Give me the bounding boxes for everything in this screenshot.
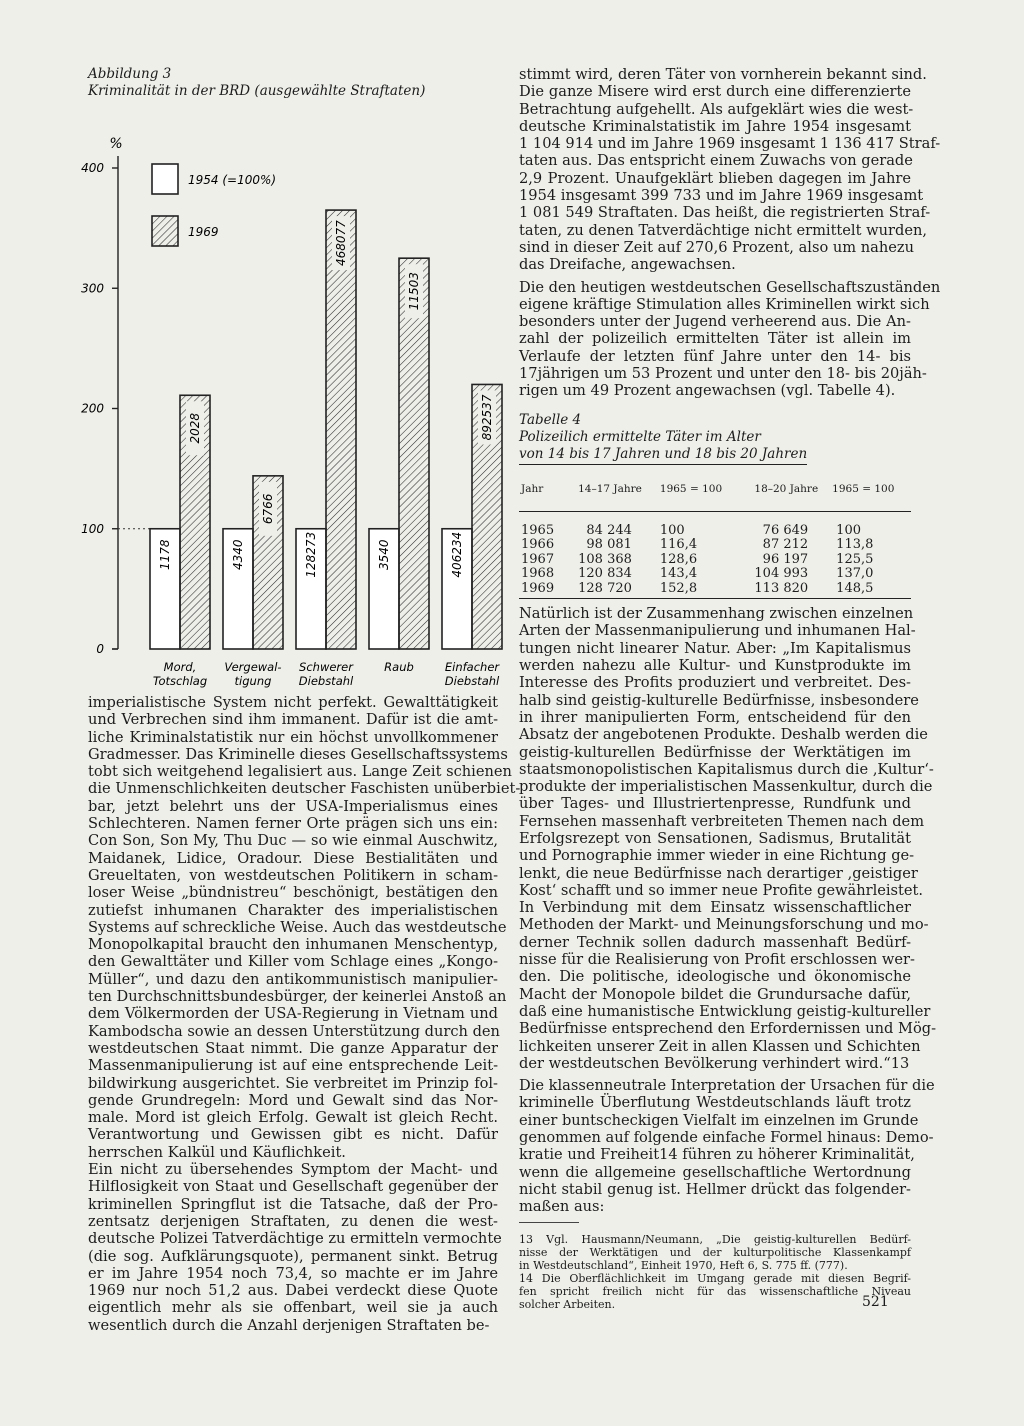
text-line: 1969 nur noch 51,2 aus. Dabei verdeckt diese Quote <box>88 1282 498 1300</box>
paragraph <box>88 1161 502 1334</box>
text-line: Natürlich ist der Zusammenhang zwischen einzelnen <box>519 605 914 623</box>
left-column <box>81 66 521 1334</box>
table-cell: 113,8 <box>836 537 874 553</box>
table-cell: 137,0 <box>836 566 874 582</box>
text-line: den. Die politische, ideologische und ökonomische <box>519 968 911 986</box>
table-caption <box>519 412 911 465</box>
text-line: Die klassenneutrale Interpretation der Ursachen für die <box>519 1077 935 1095</box>
text-line: 1 081 549 Straftaten. Das heißt, die registrierten Straf- <box>519 204 931 222</box>
text-line: imperialistische System nicht perfekt. Gewalttätigkeit <box>88 694 498 711</box>
bar-label-1954: 128273 <box>304 531 318 578</box>
text-line: und Verbrechen sind ihm immanent. Dafür ist die amt- <box>88 711 498 729</box>
y-tick-label: 200 <box>81 401 104 416</box>
text-line: Die ganze Misere wird erst durch eine differenzierte <box>519 83 911 101</box>
text-line: die Unmenschlichkeiten deutscher Faschisten unüberbiet- <box>88 780 521 798</box>
table-cell: 1967 <box>521 551 555 567</box>
text-line: taten, zu denen Tatverdächtige nicht ermittelt wurden, <box>519 221 927 239</box>
text-line: er im Jahre 1954 noch 73,4, so machte er im Jahre <box>88 1264 498 1282</box>
text-line: taten aus. Das entspricht einem Zuwachs von gerade <box>519 152 913 170</box>
text-line: geistig-kulturellen Bedürfnisse der Werktätigen im <box>519 743 911 761</box>
category-label: Diebstahl <box>444 674 500 688</box>
table-cell: 96 197 <box>762 551 809 567</box>
bar-label-1969: 468077 <box>334 220 348 266</box>
bar-label-1969: 2028 <box>188 412 202 444</box>
right-body-text-bottom <box>519 605 936 1216</box>
table-row <box>519 567 911 582</box>
table-title-line-1: Polizeilich ermittelte Täter im Alter <box>519 428 761 445</box>
table-cell: 104 993 <box>754 566 809 582</box>
legend-swatch-1969 <box>152 216 178 246</box>
text-line: Con Son, Son My, Thu Duc — so wie einmal Auschwitz, <box>88 832 498 850</box>
bar-1969 <box>326 210 356 649</box>
text-line: Greueltaten, von westdeutschen Politikern in scham- <box>88 866 498 884</box>
bar-label-1969: 11503 <box>407 272 421 311</box>
bar-label-1954: 4340 <box>231 539 245 571</box>
bar-label-1969: 892537 <box>480 394 494 441</box>
text-line: Maidanek, Lidice, Oradour. Diese Bestialitäten und <box>88 849 498 867</box>
text-line: bar, jetzt belehrt uns der USA-Imperialismus eines <box>88 797 498 815</box>
legend-label-1969: 1969 <box>188 225 219 239</box>
text-line: (die sog. Aufklärungsquote), permanent sinkt. Betrug <box>88 1247 498 1265</box>
text-line: produkte der imperialistischen Massenkultur, durch die <box>519 778 933 796</box>
text-line: lenkt, die neue Bedürfnisse nach derartiger ‚geistiger <box>519 864 918 882</box>
text-line: wenn die allgemeine gesellschaftliche Wertordnung <box>519 1163 911 1181</box>
y-tick-label: 300 <box>81 281 104 296</box>
text-line: derner Technik sollen dadurch massenhaft Bedürf- <box>519 933 911 951</box>
table-cell: 1969 <box>519 582 563 599</box>
paragraph <box>519 278 941 400</box>
text-line: deutsche Polizei Tatverdächtige zu ermitteln vermochte <box>88 1230 502 1248</box>
text-line: in ihrer manipulierten Form, entscheidend für den <box>519 708 911 726</box>
table-title-line-2: von 14 bis 17 Jahren und 18 bis 20 Jahren <box>519 446 807 465</box>
text-line: Massenmanipulierung ist auf eine entsprechende Leit- <box>88 1057 498 1075</box>
category-label: Vergewal- <box>224 660 282 674</box>
paragraph <box>519 1233 911 1272</box>
text-line: Fernsehen massenhaft verbreiteten Themen nach dem <box>519 812 925 830</box>
table-cell: 128 720 <box>563 582 644 599</box>
table-cell: 152,8 <box>644 582 740 599</box>
table-cell: 1965 <box>521 522 555 538</box>
category-label: Mord, <box>163 660 197 674</box>
chart-svg <box>81 104 500 694</box>
header-age-18-20: 18–20 Jahre <box>739 469 820 512</box>
text-line: besonders unter der Jugend verheerend aus. Die An- <box>519 313 911 331</box>
offenders-table <box>519 469 911 600</box>
text-line: Die den heutigen westdeutschen Gesellschaftszuständen <box>519 278 941 296</box>
text-line: halb sind geistig-kulturelle Bedürfnisse, insbesondere <box>519 691 919 709</box>
y-tick-label: 100 <box>81 521 104 536</box>
table-cell: 100 <box>836 522 861 538</box>
right-column <box>519 66 941 1311</box>
text-line: 14 Die Oberflächlichkeit im Umgang gerade mit diesen Begrif- <box>519 1271 911 1285</box>
footnote-divider <box>519 1222 579 1223</box>
text-line: Erfolgsrezept von Sensationen, Sadismus, Brutalität <box>519 830 911 847</box>
paragraph <box>519 66 941 274</box>
text-line: kriminellen Springflut ist die Tatsache, daß der Pro- <box>88 1195 498 1213</box>
text-line: zahl der polizeilich ermittelten Täter ist allein im <box>519 330 911 348</box>
bar-label-1954: 3540 <box>377 539 391 571</box>
text-line: Interesse des Profits produziert und verbreitet. Des- <box>519 674 911 692</box>
bar-label-1954: 406234 <box>450 531 464 578</box>
text-line: Methoden der Markt- und Meinungsforschung und mo- <box>519 916 929 934</box>
text-line: 17jährigen um 53 Prozent und unter den 18- bis 20jäh- <box>519 365 927 383</box>
category-label: tigung <box>234 674 272 688</box>
text-line: werden nahezu alle Kultur- und Kunstprodukte im <box>519 657 911 675</box>
text-line: Arten der Massenmanipulierung und inhumanen Hal- <box>519 622 916 640</box>
table-cell: 76 649 <box>762 522 809 538</box>
text-line: Verantwortung und Gewissen gibt es nicht. Dafür <box>88 1126 498 1144</box>
text-line: nisse der Werktätigen und der kulturpolitische Klassenkampf <box>519 1245 911 1259</box>
table-cell: 100 <box>659 522 685 538</box>
table-body <box>519 511 911 599</box>
table-cell: 108 368 <box>578 551 632 567</box>
text-line: westdeutschen Staat nimmt. Die ganze Apparatur der <box>88 1039 498 1057</box>
text-line: Kambodscha sowie an dessen Unterstützung durch den <box>88 1022 500 1040</box>
table-cell: 87 212 <box>762 537 809 553</box>
text-line: maßen aus: <box>519 1198 605 1216</box>
text-line: Ein nicht zu übersehendes Symptom der Macht- und <box>88 1161 498 1179</box>
text-line: tungen nicht linearer Natur. Aber: „Im Kapitalismus <box>519 639 911 657</box>
table-label: Tabelle 4 <box>519 411 582 428</box>
text-line: staatsmonopolistischen Kapitalismus durch die ‚Kultur‘- <box>519 760 934 778</box>
text-line: eigene kräftige Stimulation alles Kriminellen wirkt sich <box>519 295 930 313</box>
text-line: Absatz der angebotenen Produkte. Deshalb werden die <box>519 726 928 744</box>
bar-label-1954: 1178 <box>158 539 172 571</box>
text-line: und Pornographie immer wieder in eine Richtung ge- <box>519 847 915 865</box>
text-line: nisse für die Realisierung von Profit erschlossen wer- <box>519 951 915 969</box>
text-line: male. Mord ist gleich Erfolg. Gewalt ist gleich Recht. <box>88 1109 498 1127</box>
table-row <box>519 582 911 599</box>
table-cell: 113 820 <box>739 582 820 599</box>
table-cell: 148,5 <box>820 582 911 599</box>
text-line: Betrachtung aufgehellt. Als aufgeklärt wies die west- <box>519 100 914 118</box>
text-line: Hilflosigkeit von Staat und Gesellschaft gegenüber der <box>88 1178 498 1196</box>
table-cell: 116,4 <box>659 537 698 553</box>
text-line: Gradmesser. Das Kriminelle dieses Gesellschaftssystems <box>88 745 508 763</box>
table-cell: 128,6 <box>659 551 698 567</box>
text-line: den Gewalttäter und Killer vom Schlage eines „Kongo- <box>88 953 498 971</box>
text-line: 1 104 914 und im Jahre 1969 insgesamt 1 136 417 Straf- <box>519 135 941 153</box>
right-body-text-top <box>519 66 941 400</box>
text-line: kratie und Freiheit14 führen zu höherer Kriminalität, <box>519 1146 915 1164</box>
text-line: lichkeiten unserer Zeit in allen Klassen und Schichten <box>519 1037 921 1055</box>
figure-title: Kriminalität in der BRD (ausgewählte Straftaten) <box>88 83 426 99</box>
table-cell: 125,5 <box>836 551 874 567</box>
text-line: nicht stabil genug ist. Hellmer drückt das folgender- <box>519 1180 911 1198</box>
text-line: fen spricht freilich nicht für das wissenschaftliche Niveau <box>519 1284 911 1298</box>
category-label: Raub <box>384 660 414 674</box>
text-line: herrschen Kalkül und Käuflichkeit. <box>88 1143 346 1161</box>
y-tick-label: 400 <box>81 161 104 175</box>
text-line: gende Grundregeln: Mord und Gewalt sind das Nor- <box>88 1091 498 1109</box>
text-line: sind in dieser Zeit auf 270,6 Prozent, also um nahezu <box>519 238 914 256</box>
table-header-row <box>519 469 911 512</box>
table-cell: 120 834 <box>578 566 632 582</box>
left-body-text <box>88 694 521 1334</box>
table-cell: 143,4 <box>659 566 698 582</box>
table-cell: 98 081 <box>586 537 632 553</box>
text-line: loser Weise „bündnistreu“ beschönigt, bestätigen den <box>88 884 498 902</box>
text-line: kriminelle Überflutung Westdeutschlands läuft trotz <box>519 1094 911 1112</box>
text-line: zentsatz derjenigen Straftaten, zu denen die west- <box>88 1212 498 1230</box>
table-row <box>519 553 911 568</box>
text-line: daß eine humanistische Entwicklung geistig-kultureller <box>519 1002 931 1020</box>
text-line: über Tages- und Illustriertenpresse, Rundfunk und <box>519 795 911 813</box>
table-row <box>519 511 911 538</box>
text-line: zutiefst inhumanen Charakter des imperialistischen <box>88 901 498 919</box>
bar-label-1969: 6766 <box>261 493 275 525</box>
footnotes <box>519 1233 911 1311</box>
text-line: dem Völkermorden der USA-Regierung in Vietnam und <box>88 1005 498 1023</box>
table-row <box>519 538 911 553</box>
text-line: deutsche Kriminalstatistik im Jahre 1954 insgesamt <box>519 117 911 135</box>
category-label: Totschlag <box>152 674 208 688</box>
text-line: einer buntscheckigen Vielfalt im einzelnen im Grunde <box>519 1111 919 1129</box>
text-line: solcher Arbeiten. <box>519 1297 616 1311</box>
category-label: Diebstahl <box>298 674 354 688</box>
text-line: liche Kriminalstatistik nur ein höchst unvollkommener <box>88 728 498 746</box>
paragraph <box>519 605 936 1072</box>
text-line: Bedürfnisse entsprechend den Erfordernissen und Mög- <box>519 1020 936 1038</box>
text-line: Systems auf schreckliche Weise. Auch das westdeutsche <box>88 918 507 936</box>
text-line: der westdeutschen Bevölkerung verhindert wird.“13 <box>519 1054 910 1072</box>
text-line: Monopolkapital braucht den inhumanen Menschentyp, <box>88 936 498 954</box>
table-cell: 1968 <box>521 566 555 582</box>
text-line: eigentlich mehr als sie offenbart, weil sie ja auch <box>88 1299 498 1317</box>
table-cell: 1966 <box>521 537 555 553</box>
figure-caption <box>88 66 498 100</box>
text-line: Macht der Monopole bildet die Grundursache dafür, <box>519 985 911 1003</box>
paragraph <box>519 1077 935 1216</box>
text-line: 2,9 Prozent. Unaufgeklärt blieben dagegen im Jahre <box>519 169 911 187</box>
category-label: Schwerer <box>299 660 353 674</box>
text-line: stimmt wird, deren Täter von vornherein bekannt sind. <box>519 66 927 83</box>
y-tick-label: 0 <box>96 642 104 656</box>
text-line: Müller“, und dazu den antikommunistisch manipulier- <box>88 970 498 988</box>
paragraph <box>519 1272 911 1311</box>
y-axis-unit-label: % <box>109 136 123 152</box>
text-line: das Dreifache, angewachsen. <box>519 256 736 274</box>
text-line: wesentlich durch die Anzahl derjenigen Straftaten be- <box>88 1316 490 1334</box>
header-index-2: 1965 = 100 <box>820 469 911 512</box>
text-line: Schlechteren. Namen ferner Orte prägen sich uns ein: <box>88 815 498 833</box>
paragraph <box>88 694 521 1161</box>
header-year: Jahr <box>519 469 563 512</box>
legend-swatch-1954 <box>152 164 178 194</box>
text-line: 13 Vgl. Hausmann/Neumann, „Die geistig-kulturellen Bedürf- <box>519 1232 911 1246</box>
text-line: rigen um 49 Prozent angewachsen (vgl. Tabelle 4). <box>519 382 896 400</box>
text-line: 1954 insgesamt 399 733 und im Jahre 1969 insgesamt <box>519 187 924 205</box>
text-line: genommen auf folgende einfache Formel hinaus: Demo- <box>519 1129 934 1147</box>
text-line: ten Durchschnittsbundesbürger, der keinerlei Anstoß an <box>88 988 507 1006</box>
page-number: 521 <box>862 1294 889 1310</box>
text-line: Kost‘ schafft und so immer neue Profite gewährleistet. <box>519 881 924 899</box>
legend-label-1954: 1954 (=100%) <box>188 173 277 187</box>
text-line: Verlaufe der letzten fünf Jahre unter den 14- bis <box>519 347 911 365</box>
text-line: In Verbindung mit dem Einsatz wissenschaftlicher <box>519 899 911 917</box>
text-line: tobt sich weitgehend legalisiert aus. Lange Zeit schienen <box>88 763 512 781</box>
crime-bar-chart <box>81 104 500 694</box>
text-line: in Westdeutschland“, Einheit 1970, Heft 6, S. 775 ff. (777). <box>519 1258 848 1272</box>
header-age-14-17: 14–17 Jahre <box>563 469 644 512</box>
table-cell: 84 244 <box>586 522 632 538</box>
text-line: bildwirkung ausgerichtet. Sie verbreitet im Prinzip fol- <box>88 1074 498 1092</box>
header-index-1: 1965 = 100 <box>644 469 740 512</box>
category-label: Einfacher <box>444 660 500 674</box>
figure-label: Abbildung 3 <box>88 66 172 82</box>
